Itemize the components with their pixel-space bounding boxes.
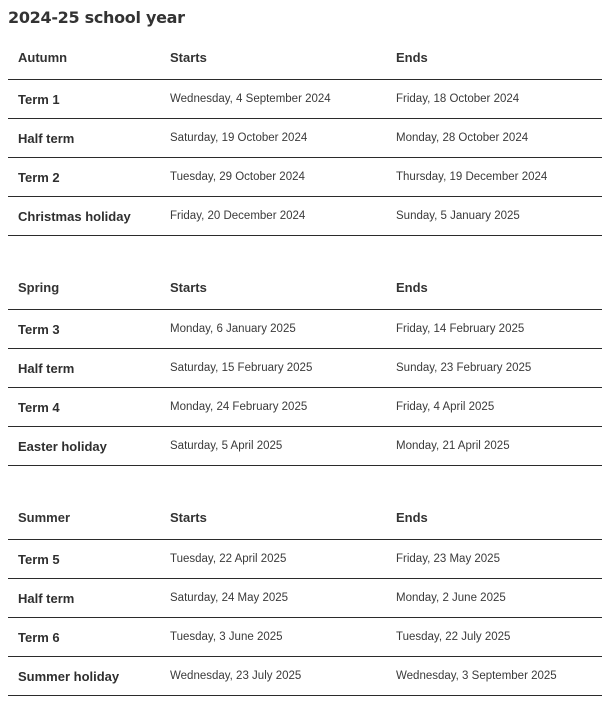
term-label: Term 4 (8, 388, 160, 427)
table-row (8, 388, 602, 427)
section-spacer (8, 236, 602, 266)
term-label: Term 5 (8, 540, 160, 579)
season-header: Summer (8, 496, 160, 540)
term-label: Half term (8, 349, 160, 388)
start-date: Wednesday, 4 September 2024 (160, 80, 386, 119)
end-date: Friday, 18 October 2024 (386, 80, 602, 119)
summer-table (8, 496, 602, 696)
end-date: Friday, 14 February 2025 (386, 310, 602, 349)
term-label: Easter holiday (8, 427, 160, 466)
table-row (8, 579, 602, 618)
table-header-row (8, 496, 602, 540)
term-label: Term 2 (8, 158, 160, 197)
end-date: Wednesday, 3 September 2025 (386, 657, 602, 696)
section-spacer (8, 466, 602, 496)
table-row (8, 657, 602, 696)
end-date: Sunday, 5 January 2025 (386, 197, 602, 236)
starts-header: Starts (160, 36, 386, 80)
term-label: Christmas holiday (8, 197, 160, 236)
season-header: Autumn (8, 36, 160, 80)
season-header: Spring (8, 266, 160, 310)
end-date: Monday, 21 April 2025 (386, 427, 602, 466)
ends-header: Ends (386, 36, 602, 80)
end-date: Thursday, 19 December 2024 (386, 158, 602, 197)
start-date: Tuesday, 22 April 2025 (160, 540, 386, 579)
term-label: Term 3 (8, 310, 160, 349)
start-date: Wednesday, 23 July 2025 (160, 657, 386, 696)
start-date: Saturday, 15 February 2025 (160, 349, 386, 388)
term-label: Term 1 (8, 80, 160, 119)
start-date: Friday, 20 December 2024 (160, 197, 386, 236)
term-label: Term 6 (8, 618, 160, 657)
end-date: Friday, 23 May 2025 (386, 540, 602, 579)
ends-header: Ends (386, 266, 602, 310)
page-title: 2024-25 school year (8, 8, 185, 27)
ends-header: Ends (386, 496, 602, 540)
term-label: Half term (8, 119, 160, 158)
autumn-table (8, 36, 602, 236)
starts-header: Starts (160, 266, 386, 310)
start-date: Tuesday, 29 October 2024 (160, 158, 386, 197)
table-row (8, 618, 602, 657)
table-header-row (8, 36, 602, 80)
start-date: Monday, 6 January 2025 (160, 310, 386, 349)
table-row (8, 427, 602, 466)
end-date: Monday, 28 October 2024 (386, 119, 602, 158)
spring-table (8, 266, 602, 466)
term-label: Half term (8, 579, 160, 618)
table-row (8, 540, 602, 579)
table-row (8, 158, 602, 197)
end-date: Sunday, 23 February 2025 (386, 349, 602, 388)
table-row (8, 119, 602, 158)
end-date: Monday, 2 June 2025 (386, 579, 602, 618)
table-header-row (8, 266, 602, 310)
table-row (8, 197, 602, 236)
table-row (8, 310, 602, 349)
starts-header: Starts (160, 496, 386, 540)
table-row (8, 349, 602, 388)
term-label: Summer holiday (8, 657, 160, 696)
end-date: Friday, 4 April 2025 (386, 388, 602, 427)
end-date: Tuesday, 22 July 2025 (386, 618, 602, 657)
start-date: Monday, 24 February 2025 (160, 388, 386, 427)
start-date: Saturday, 5 April 2025 (160, 427, 386, 466)
start-date: Tuesday, 3 June 2025 (160, 618, 386, 657)
table-row (8, 80, 602, 119)
start-date: Saturday, 24 May 2025 (160, 579, 386, 618)
start-date: Saturday, 19 October 2024 (160, 119, 386, 158)
